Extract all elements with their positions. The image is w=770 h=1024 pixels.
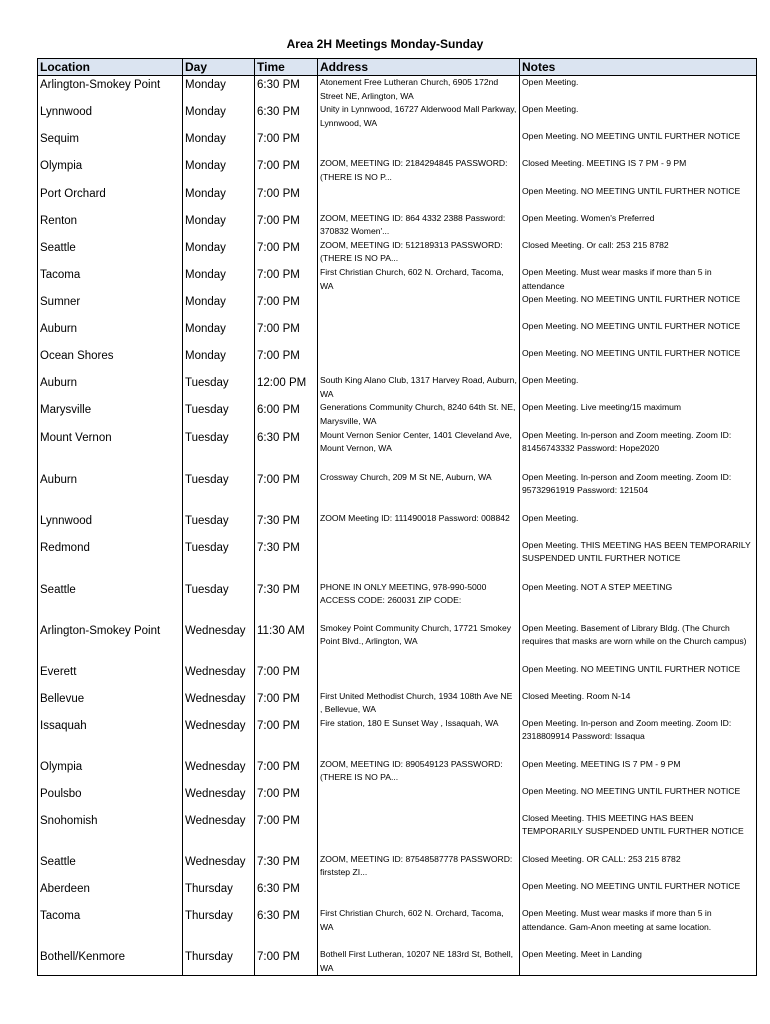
- cell-location: Auburn: [38, 471, 183, 512]
- cell-notes: Open Meeting. NO MEETING UNTIL FURTHER NOTICE: [520, 347, 757, 374]
- cell-time: 7:30 PM: [255, 581, 318, 622]
- cell-notes: Open Meeting. Women's Preferred: [520, 212, 757, 239]
- table-row: [38, 948, 757, 976]
- cell-notes: Closed Meeting. Or call: 253 215 8782: [520, 239, 757, 266]
- cell-location: Olympia: [38, 758, 183, 785]
- cell-location: Seattle: [38, 581, 183, 622]
- cell-day: Tuesday: [183, 374, 255, 401]
- table-row: [38, 185, 757, 212]
- cell-address: Unity in Lynnwood, 16727 Alderwood Mall Parkway, Lynnwood, WA: [318, 103, 520, 130]
- cell-location: Tacoma: [38, 907, 183, 948]
- cell-day: Monday: [183, 266, 255, 293]
- cell-location: Olympia: [38, 157, 183, 184]
- cell-address: Smokey Point Community Church, 17721 Smokey Point Blvd., Arlington, WA: [318, 622, 520, 663]
- cell-address: [318, 539, 520, 581]
- cell-time: 6:30 PM: [255, 429, 318, 471]
- meetings-table: [37, 58, 757, 976]
- cell-day: Wednesday: [183, 758, 255, 785]
- cell-location: Everett: [38, 663, 183, 690]
- cell-notes: Closed Meeting. OR CALL: 253 215 8782: [520, 853, 757, 880]
- table-row: [38, 157, 757, 184]
- cell-address: ZOOM, MEETING ID: 2184294845 PASSWORD: (THERE IS NO P...: [318, 157, 520, 184]
- cell-location: Tacoma: [38, 266, 183, 293]
- cell-notes: Open Meeting. MEETING IS 7 PM - 9 PM: [520, 758, 757, 785]
- cell-day: Wednesday: [183, 690, 255, 717]
- table-row: [38, 907, 757, 948]
- cell-location: Ocean Shores: [38, 347, 183, 374]
- cell-notes: Open Meeting. Live meeting/15 maximum: [520, 401, 757, 428]
- cell-address: [318, 130, 520, 157]
- cell-time: 7:30 PM: [255, 539, 318, 581]
- cell-notes: Open Meeting.: [520, 76, 757, 104]
- cell-address: First Christian Church, 602 N. Orchard, Tacoma, WA: [318, 907, 520, 948]
- cell-notes: Open Meeting. NO MEETING UNTIL FURTHER NOTICE: [520, 663, 757, 690]
- cell-notes: Open Meeting. NO MEETING UNTIL FURTHER NOTICE: [520, 185, 757, 212]
- cell-notes: Closed Meeting. THIS MEETING HAS BEEN TEMPORARILY SUSPENDED UNTIL FURTHER NOTICE: [520, 812, 757, 853]
- cell-day: Monday: [183, 157, 255, 184]
- cell-notes: Open Meeting. NO MEETING UNTIL FURTHER NOTICE: [520, 130, 757, 157]
- cell-location: Snohomish: [38, 812, 183, 853]
- cell-time: 7:00 PM: [255, 948, 318, 976]
- cell-notes: Open Meeting. NO MEETING UNTIL FURTHER NOTICE: [520, 293, 757, 320]
- cell-day: Wednesday: [183, 812, 255, 853]
- cell-location: Auburn: [38, 320, 183, 347]
- cell-time: 7:00 PM: [255, 293, 318, 320]
- table-row: [38, 130, 757, 157]
- cell-time: 6:30 PM: [255, 907, 318, 948]
- cell-time: 6:30 PM: [255, 880, 318, 907]
- cell-notes: Closed Meeting. MEETING IS 7 PM - 9 PM: [520, 157, 757, 184]
- table-row: [38, 103, 757, 130]
- table-row: [38, 622, 757, 663]
- cell-location: Poulsbo: [38, 785, 183, 812]
- cell-time: 7:30 PM: [255, 853, 318, 880]
- cell-time: 7:00 PM: [255, 185, 318, 212]
- cell-time: 6:30 PM: [255, 76, 318, 104]
- cell-time: 11:30 AM: [255, 622, 318, 663]
- cell-notes: Open Meeting. In-person and Zoom meeting. Zoom ID: 2318809914 Password: Issaqua: [520, 717, 757, 758]
- cell-notes: Open Meeting. Must wear masks if more than 5 in attendance. Gam-Anon meeting at same location.: [520, 907, 757, 948]
- cell-time: 7:00 PM: [255, 266, 318, 293]
- cell-address: Fire station, 180 E Sunset Way , Issaquah, WA: [318, 717, 520, 758]
- table-row: [38, 717, 757, 758]
- table-body: [38, 76, 757, 976]
- cell-day: Tuesday: [183, 539, 255, 581]
- cell-time: 7:00 PM: [255, 320, 318, 347]
- cell-day: Wednesday: [183, 663, 255, 690]
- cell-location: Aberdeen: [38, 880, 183, 907]
- cell-time: 7:00 PM: [255, 758, 318, 785]
- cell-day: Thursday: [183, 948, 255, 976]
- table-row: [38, 471, 757, 512]
- column-header-day: Day: [183, 59, 255, 76]
- table-row: [38, 758, 757, 785]
- cell-day: Monday: [183, 185, 255, 212]
- cell-day: Wednesday: [183, 622, 255, 663]
- cell-time: 7:00 PM: [255, 690, 318, 717]
- cell-location: Sumner: [38, 293, 183, 320]
- column-header-time: Time: [255, 59, 318, 76]
- cell-notes: Open Meeting. NO MEETING UNTIL FURTHER NOTICE: [520, 880, 757, 907]
- column-header-location: Location: [38, 59, 183, 76]
- cell-time: 7:00 PM: [255, 347, 318, 374]
- cell-address: ZOOM Meeting ID: 111490018 Password: 008842: [318, 512, 520, 539]
- cell-address: [318, 663, 520, 690]
- cell-address: ZOOM, MEETING ID: 512189313 PASSWORD: (THERE IS NO PA...: [318, 239, 520, 266]
- cell-location: Seattle: [38, 239, 183, 266]
- cell-notes: Open Meeting. Meet in Landing: [520, 948, 757, 976]
- cell-time: 7:00 PM: [255, 785, 318, 812]
- cell-notes: Open Meeting. In-person and Zoom meeting. Zoom ID: 95732961919 Password: 121504: [520, 471, 757, 512]
- cell-time: 7:00 PM: [255, 812, 318, 853]
- cell-day: Tuesday: [183, 401, 255, 428]
- cell-location: Marysville: [38, 401, 183, 428]
- cell-time: 7:00 PM: [255, 130, 318, 157]
- cell-time: 7:00 PM: [255, 239, 318, 266]
- table-row: [38, 374, 757, 401]
- table-row: [38, 76, 757, 104]
- table-row: [38, 266, 757, 293]
- cell-time: 7:00 PM: [255, 471, 318, 512]
- table-row: [38, 212, 757, 239]
- table-row: [38, 429, 757, 471]
- cell-notes: Open Meeting. In-person and Zoom meeting. Zoom ID: 81456743332 Password: Hope2020: [520, 429, 757, 471]
- cell-day: Monday: [183, 76, 255, 104]
- cell-location: Arlington-Smokey Point: [38, 76, 183, 104]
- cell-location: Auburn: [38, 374, 183, 401]
- cell-time: 7:30 PM: [255, 512, 318, 539]
- cell-time: 7:00 PM: [255, 663, 318, 690]
- cell-notes: Open Meeting.: [520, 103, 757, 130]
- cell-day: Monday: [183, 293, 255, 320]
- cell-address: Generations Community Church, 8240 64th St. NE, Marysville, WA: [318, 401, 520, 428]
- cell-time: 12:00 PM: [255, 374, 318, 401]
- cell-location: Renton: [38, 212, 183, 239]
- cell-day: Tuesday: [183, 471, 255, 512]
- cell-address: Bothell First Lutheran, 10207 NE 183rd St, Bothell, WA: [318, 948, 520, 976]
- cell-day: Monday: [183, 320, 255, 347]
- table-row: [38, 347, 757, 374]
- cell-time: 6:00 PM: [255, 401, 318, 428]
- cell-address: [318, 347, 520, 374]
- table-row: [38, 401, 757, 428]
- cell-address: [318, 785, 520, 812]
- cell-day: Thursday: [183, 880, 255, 907]
- cell-day: Monday: [183, 347, 255, 374]
- cell-notes: Open Meeting.: [520, 374, 757, 401]
- column-header-address: Address: [318, 59, 520, 76]
- table-row: [38, 581, 757, 622]
- cell-notes: Open Meeting. NO MEETING UNTIL FURTHER NOTICE: [520, 785, 757, 812]
- cell-notes: Open Meeting. Basement of Library Bldg. (The Church requires that masks are worn while on the Church campus): [520, 622, 757, 663]
- cell-location: Arlington-Smokey Point: [38, 622, 183, 663]
- cell-address: South King Alano Club, 1317 Harvey Road, Auburn, WA: [318, 374, 520, 401]
- cell-time: 7:00 PM: [255, 212, 318, 239]
- table-row: [38, 785, 757, 812]
- cell-notes: Closed Meeting. Room N-14: [520, 690, 757, 717]
- cell-day: Monday: [183, 212, 255, 239]
- cell-address: ZOOM, MEETING ID: 890549123 PASSWORD: (THERE IS NO PA...: [318, 758, 520, 785]
- cell-location: Bellevue: [38, 690, 183, 717]
- cell-address: First Christian Church, 602 N. Orchard, Tacoma, WA: [318, 266, 520, 293]
- cell-day: Monday: [183, 130, 255, 157]
- page-title: Area 2H Meetings Monday-Sunday: [286, 37, 484, 51]
- cell-location: Lynnwood: [38, 103, 183, 130]
- cell-day: Wednesday: [183, 785, 255, 812]
- table-row: [38, 239, 757, 266]
- cell-address: PHONE IN ONLY MEETING, 978-990-5000 ACCESS CODE: 260031 ZIP CODE:: [318, 581, 520, 622]
- cell-notes: Open Meeting. THIS MEETING HAS BEEN TEMPORARILY SUSPENDED UNTIL FURTHER NOTICE: [520, 539, 757, 581]
- cell-location: Issaquah: [38, 717, 183, 758]
- cell-time: 7:00 PM: [255, 157, 318, 184]
- cell-notes: Open Meeting. NO MEETING UNTIL FURTHER NOTICE: [520, 320, 757, 347]
- cell-address: [318, 293, 520, 320]
- cell-day: Tuesday: [183, 512, 255, 539]
- table-row: [38, 880, 757, 907]
- cell-time: 7:00 PM: [255, 717, 318, 758]
- table-row: [38, 690, 757, 717]
- cell-address: [318, 812, 520, 853]
- cell-day: Wednesday: [183, 717, 255, 758]
- cell-address: Crossway Church, 209 M St NE, Auburn, WA: [318, 471, 520, 512]
- table-row: [38, 812, 757, 853]
- cell-notes: Open Meeting. Must wear masks if more than 5 in attendance: [520, 266, 757, 293]
- cell-location: Seattle: [38, 853, 183, 880]
- cell-address: [318, 880, 520, 907]
- cell-address: Atonement Free Lutheran Church, 6905 172nd Street NE, Arlington, WA: [318, 76, 520, 104]
- cell-notes: Open Meeting. NOT A STEP MEETING: [520, 581, 757, 622]
- cell-address: [318, 185, 520, 212]
- cell-address: Mount Vernon Senior Center, 1401 Cleveland Ave, Mount Vernon, WA: [318, 429, 520, 471]
- cell-day: Tuesday: [183, 429, 255, 471]
- column-header-notes: Notes: [520, 59, 757, 76]
- cell-day: Tuesday: [183, 581, 255, 622]
- table-row: [38, 512, 757, 539]
- cell-location: Bothell/Kenmore: [38, 948, 183, 976]
- cell-location: Lynnwood: [38, 512, 183, 539]
- table-header-row: [38, 59, 757, 76]
- cell-notes: Open Meeting.: [520, 512, 757, 539]
- cell-day: Monday: [183, 239, 255, 266]
- cell-address: ZOOM, MEETING ID: 864 4332 2388 Password: 370832 Women'...: [318, 212, 520, 239]
- table-row: [38, 320, 757, 347]
- cell-location: Redmond: [38, 539, 183, 581]
- cell-day: Wednesday: [183, 853, 255, 880]
- table-row: [38, 853, 757, 880]
- cell-location: Port Orchard: [38, 185, 183, 212]
- cell-day: Thursday: [183, 907, 255, 948]
- cell-location: Mount Vernon: [38, 429, 183, 471]
- cell-address: First United Methodist Church, 1934 108th Ave NE , Bellevue, WA: [318, 690, 520, 717]
- cell-address: ZOOM, MEETING ID: 87548587778 PASSWORD: firststep ZI...: [318, 853, 520, 880]
- cell-time: 6:30 PM: [255, 103, 318, 130]
- table-row: [38, 539, 757, 581]
- cell-address: [318, 320, 520, 347]
- cell-location: Sequim: [38, 130, 183, 157]
- table-row: [38, 293, 757, 320]
- table-row: [38, 663, 757, 690]
- cell-day: Monday: [183, 103, 255, 130]
